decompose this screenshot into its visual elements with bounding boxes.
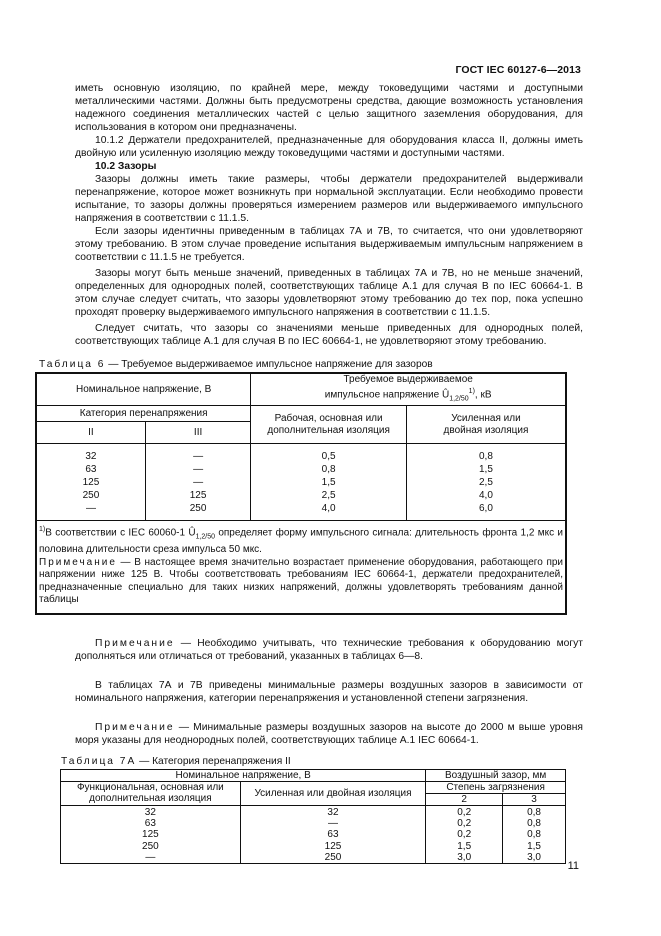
paragraph-tables-7: В таблицах 7А и 7В приведены минимальные размеры воздушных зазоров в зависимости от номинального напряжения, категории перенапряжения и установленной степени загрязнения. [75,679,583,704]
table-7a [60,769,566,864]
table-cell: 0,8 [527,829,541,841]
t6-header-category: Категория перенапряжения [36,406,251,422]
table-cell: 6,0 [479,503,493,515]
t6-header-nominal: Номинальное напряжение, В [36,373,251,406]
note-label: Примечание [95,637,175,649]
t7-col-functional [61,805,241,863]
table-cell: — [193,477,204,489]
t6-header-required [251,373,566,406]
table-cell: — [85,503,96,515]
paragraph-uniform-fields: Следует считать, что зазоры со значениями меньше приведенных для однородных полей, соответствующих таблице А.1 для случая В по IEC 60664-1, не удовлетворяют этому требованию. [75,323,583,347]
table-7a-label: Таблица 7А [61,755,137,767]
table-cell: 4,0 [479,490,493,502]
table-cell: — [145,851,156,863]
table-cell: — [193,451,204,463]
section-heading-10-2: 10.2 Зазоры [95,161,157,172]
table-cell: 1,5 [321,477,336,489]
table-cell: — [327,817,338,829]
table-6-caption [39,358,583,371]
table-cell: 125 [324,840,342,852]
t6-footnote-sub: 1,2/50 [195,533,216,541]
table-cell: 0,8 [527,817,541,829]
table-7a-caption [61,755,583,768]
table-cell: 2,5 [479,477,493,489]
t6-col-reinforced [406,444,566,521]
table-cell: 1,5 [527,840,541,852]
t6-note-text: — В настоящее время значительно возрастает применение оборудования, работающего при напряжении ниже 125 В. Чтобы соответствовать требованиям IEC 60664-1, держатели предохранителей, предназначенные специально для таких низких напряжений, должны удовлетворять требованиям данной таблицы [39,556,563,606]
t7-col-degree-2 [426,805,503,863]
paragraph-insulation: иметь основную изоляцию, по крайней мере, между токоведущими частями и доступными металлическими частями. Должны быть предусмотрены средства, дающие возможность установления надежного соединения металлических частей с целью защитного заземления оборудования, для использования в котором они предназначены. [75,83,583,133]
t6-header-required-sup: 1) [468,388,475,395]
table-cell: 250 [324,851,342,863]
table-cell: 250 [142,840,159,852]
t6-footnote-text-b: определяет форму импульсного сигнала: длительность фронта 1,2 мкс и половина длительности среза импульса 50 мкс. [39,527,563,556]
table-cell: 0,8 [479,451,493,463]
t6-header-required-line2: импульсное напряжение Û [324,389,450,401]
table-cell: 125 [189,490,207,502]
table-6 [35,372,567,615]
t6-note [39,557,563,607]
table-cell: 250 [189,503,207,515]
t6-footnote-mark: 1) [39,526,46,534]
table-cell: 0,8 [527,806,541,818]
table-7a-title: — Категория перенапряжения II [136,755,291,767]
t6-notes [36,521,566,614]
table-cell: 63 [85,464,97,476]
table-6-label: Таблица 6 [39,359,106,370]
table-cell: 2,5 [321,490,336,502]
table-cell: 63 [144,817,156,829]
paragraph-smaller: Зазоры могут быть меньше значений, приведенных в таблицах 7А и 7В, но не меньше значений, определенных для однородных полей, соответствующих таблице А.1 для случая В по IEC 60664-1. В этом случае следует считать, что зазоры удовлетворяют этому требованию до тех пор, пока успешно проходят проверку выдерживаемого импульсного напряжения в соответствии с 11.1.5. [75,268,583,318]
table-cell: 0,2 [457,817,472,829]
t7-col-reinforced [240,805,426,863]
t6-header-required-unit: , кВ [474,389,492,401]
table-cell: 1,5 [457,840,472,852]
table-cell: 0,2 [457,806,472,818]
table-cell: 0,5 [321,451,336,463]
t7-header-nominal: Номинальное напряжение, В [61,769,426,781]
table-cell: 0,8 [321,464,336,476]
table-cell: 125 [142,829,159,841]
table-cell: 0,2 [457,829,472,841]
paragraph-identical: Если зазоры идентичны приведенным в таблицах 7А и 7В, то считается, что они удовлетворяют этому требованию. В этом случае проведение испытания выдерживаемым импульсным напряжением в соответствии с 11.1.5 не требуется. [75,226,583,263]
t6-header-basic: Рабочая, основная или дополнительная изоляция [251,406,407,444]
table-cell: 125 [82,477,100,489]
table-cell: 32 [144,806,156,818]
page-number: 11 [567,860,579,872]
note-text: — Необходимо учитывать, что технические требования к оборудованию могут дополняться или отличаться от требований, указанных в таблицах 6—8. [75,637,583,662]
t6-note-label: Примечание [39,556,117,568]
note-requirements [75,637,583,663]
t6-header-required-line1: Требуемое выдерживаемое [343,374,473,385]
table-6-title: — Требуемое выдерживаемое импульсное напряжение для зазоров [105,359,433,370]
table-cell: 3,0 [457,851,472,863]
paragraph-10-1-2: 10.1.2 Держатели предохранителей, предназначенные для оборудования класса II, должны иметь двойную или усиленную изоляцию между токоведущими частями и доступными частями. [75,135,583,159]
t7-col-degree-3 [503,805,566,863]
table-cell: 1,5 [479,464,493,476]
table-cell: 250 [82,490,100,502]
table-cell: — [193,464,204,476]
t6-header-reinforced: Усиленная или двойная изоляция [406,406,566,444]
t7-header-clearance: Воздушный зазор, мм [426,769,566,781]
note-label: Примечание [95,721,175,733]
t6-col-iii [145,444,250,521]
t7-header-reinforced: Усиленная или двойная изоляция [240,781,426,805]
t7-header-degree-2: 2 [426,793,503,805]
t6-col-ii [36,444,145,521]
t6-footnote [39,524,563,556]
page-content [39,82,583,864]
t7-header-degree-3: 3 [503,793,566,805]
table-cell: 63 [327,829,339,841]
table-cell: 32 [327,806,339,818]
note-altitude [75,721,583,747]
t6-col-basic [251,444,407,521]
t6-header-cat-iii: III [145,422,250,444]
table-cell: 32 [85,451,97,463]
running-header: ГОСТ IEC 60127-6—2013 [455,64,581,76]
t7-header-functional: Функциональная, основная или дополнительная изоляция [61,781,241,805]
table-cell: 4,0 [321,503,336,515]
t6-footnote-text-a: В соответствии с IEC 60060-1 Û [45,527,196,539]
note-text: — Минимальные размеры воздушных зазоров на высоте до 2000 м выше уровня моря указаны для неоднородных полей, соответствующих таблице А.1 IEC 60664-1. [75,721,583,746]
paragraph-clearances: Зазоры должны иметь такие размеры, чтобы держатели предохранителей выдерживали перенапряжение, которое может возникнуть при нормальной эксплуатации. Если необходимо провести испытание, то зазоры должны проверяться измерением размеров или выдерживаемого импульсного напряжения в соответствии с 11.1.5. [75,174,583,224]
t6-header-required-sub: 1,2/50 [449,395,469,403]
t6-header-cat-ii: II [36,422,145,444]
t7-header-pollution: Степень загрязнения [426,781,566,793]
table-cell: 3,0 [527,851,541,863]
